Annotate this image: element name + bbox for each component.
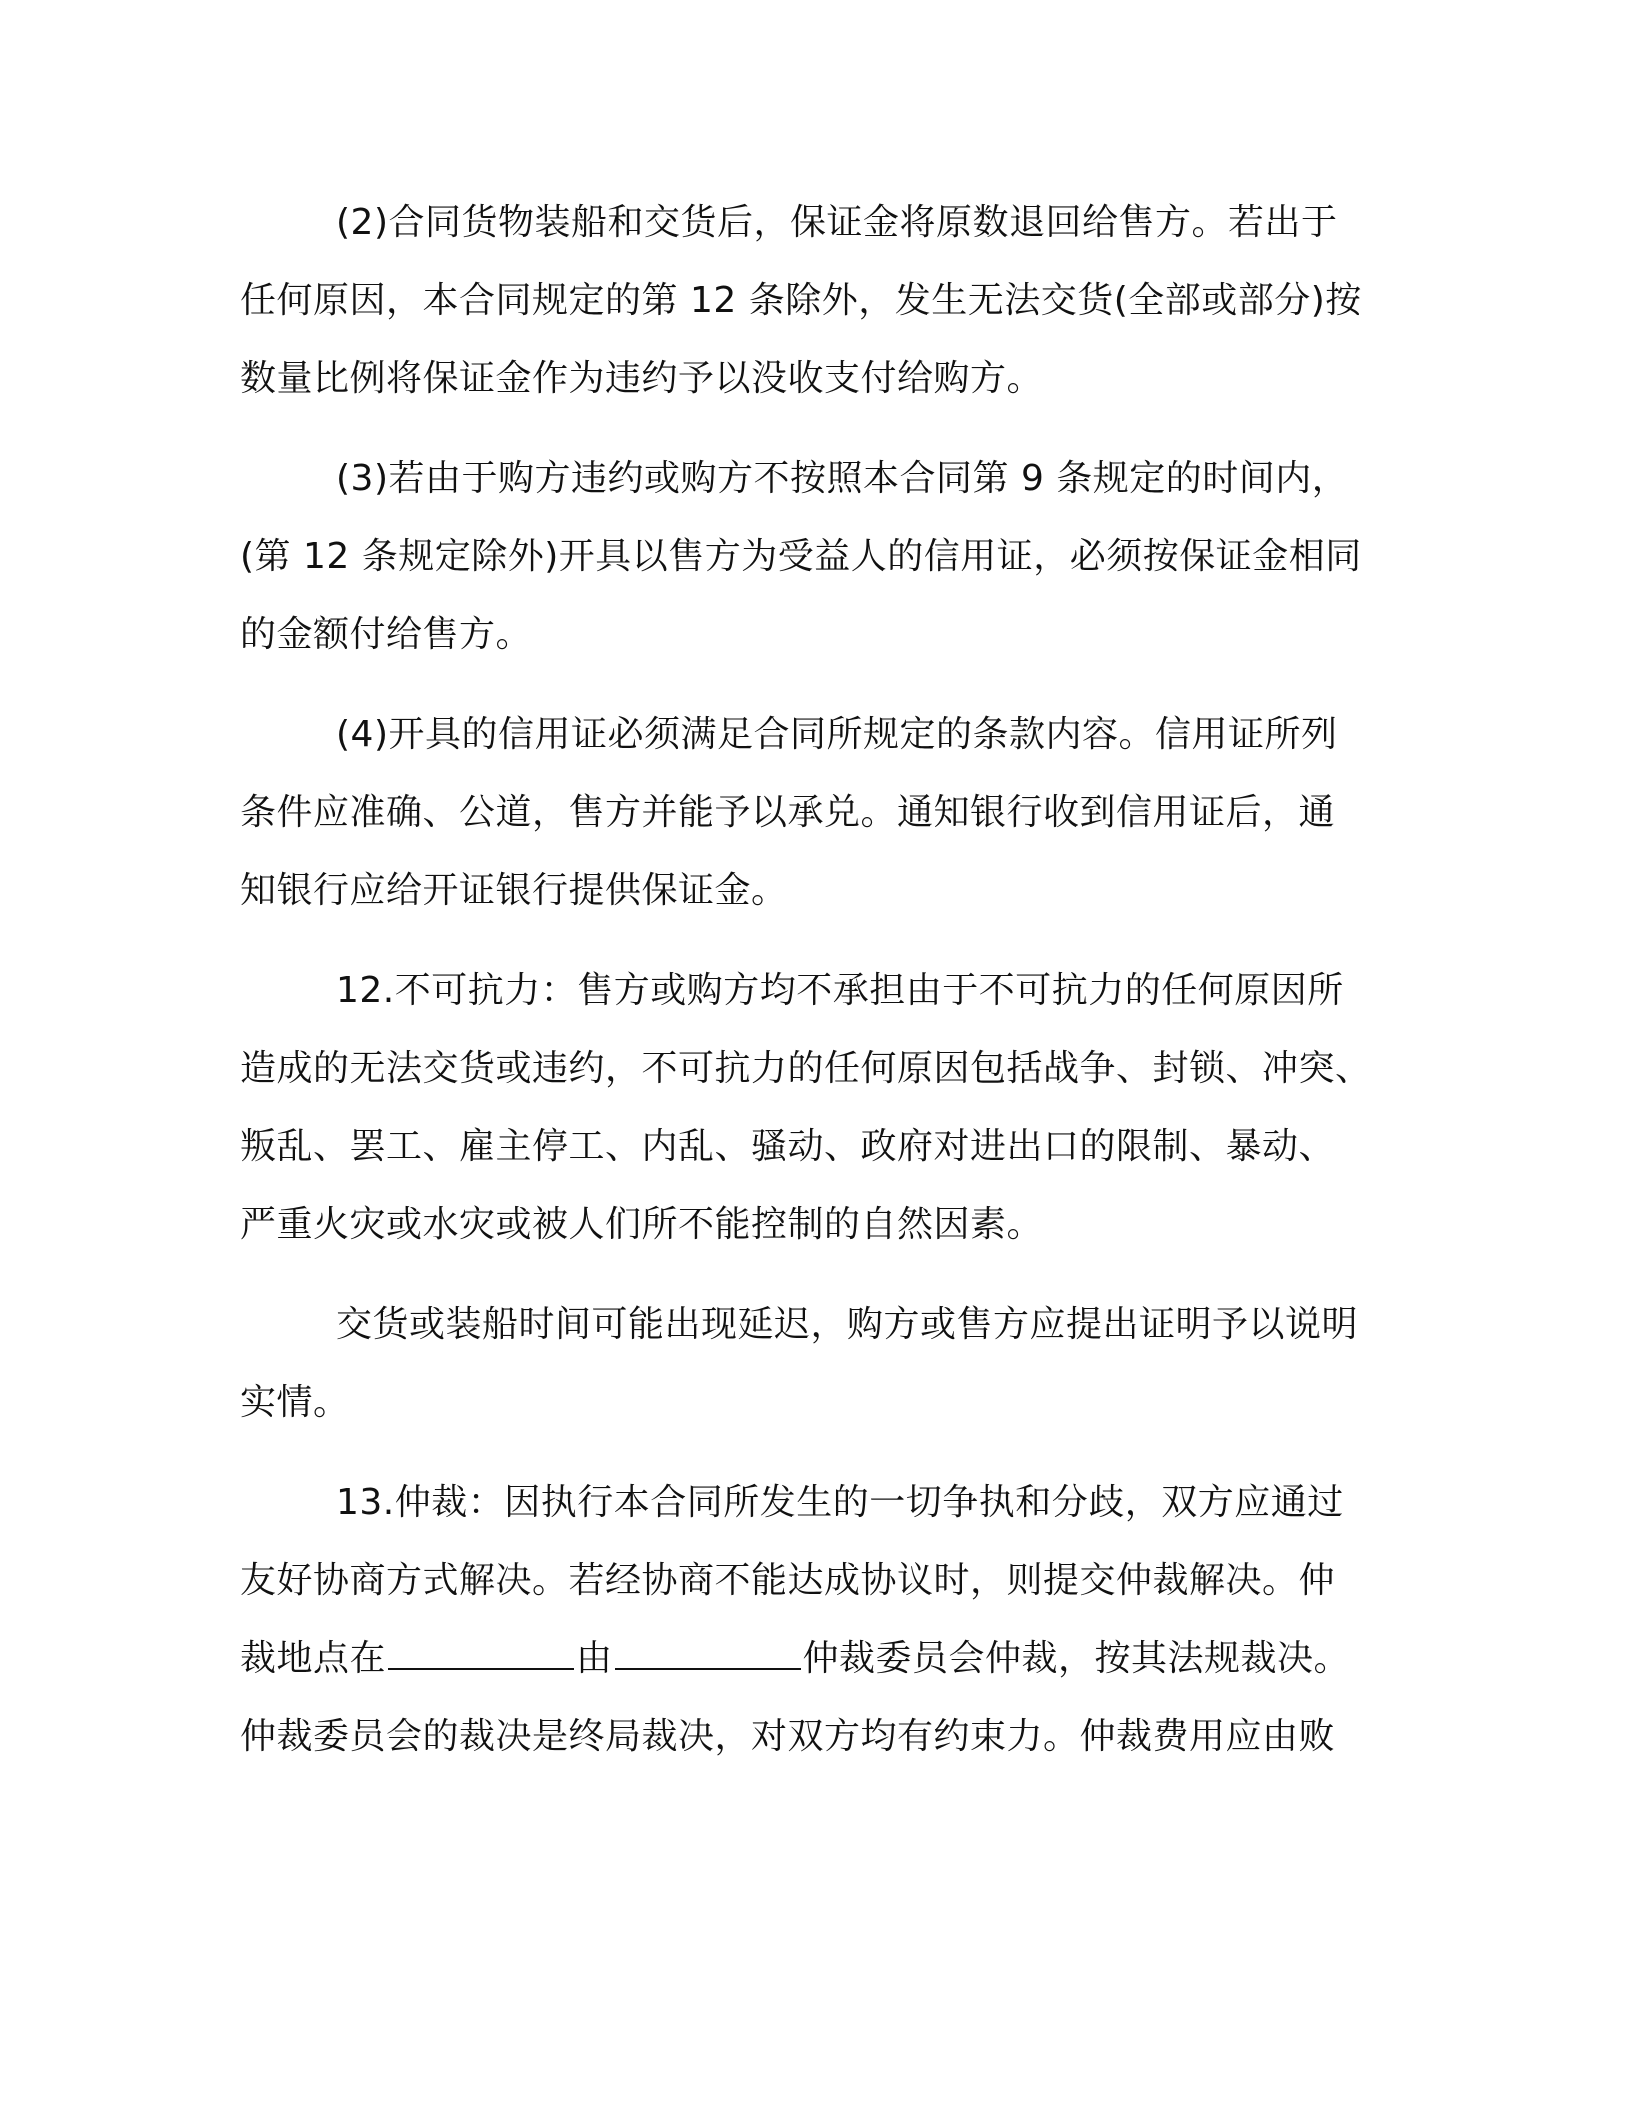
text-line: 严重火灾或水灾或被人们所不能控制的自然因素。 — [240, 1204, 1044, 1245]
text-line: 12.不可抗力：售方或购方均不承担由于不可抗力的任何原因所 — [336, 970, 1344, 1011]
paragraph-delivery-delay — [240, 1286, 1380, 1442]
text-segment: 由 — [576, 1638, 613, 1679]
paragraph-clause-12-force-majeure — [240, 952, 1380, 1264]
text-line: 实情。 — [240, 1382, 350, 1423]
text-line: 造成的无法交货或违约，不可抗力的任何原因包括战争、封锁、冲突、 — [240, 1048, 1372, 1089]
text-line: (3)若由于购方违约或购方不按照本合同第 9 条规定的时间内， — [336, 458, 1349, 499]
text-line: 叛乱、罢工、雇主停工、内乱、骚动、政府对进出口的限制、暴动、 — [240, 1126, 1336, 1167]
arbitration-place-blank — [388, 1634, 574, 1670]
text-line: 条件应准确、公道，售方并能予以承兑。通知银行收到信用证后，通 — [240, 792, 1336, 833]
text-line: (4)开具的信用证必须满足合同所规定的条款内容。信用证所列 — [336, 714, 1338, 755]
text-segment: 裁地点在 — [240, 1638, 387, 1679]
text-line: 仲裁委员会的裁决是终局裁决，对双方均有约束力。仲裁费用应由败 — [240, 1716, 1336, 1757]
text-line: (第 12 条规定除外)开具以售方为受益人的信用证，必须按保证金相同 — [240, 536, 1362, 577]
text-line: 13.仲裁：因执行本合同所发生的一切争执和分歧，双方应通过 — [336, 1482, 1344, 1523]
text-line-with-blanks — [240, 1620, 1380, 1698]
text-line: (2)合同货物装船和交货后，保证金将原数退回给售方。若出于 — [336, 202, 1338, 243]
document-body — [240, 184, 1380, 1798]
text-line: 友好协商方式解决。若经协商不能达成协议时，则提交仲裁解决。仲 — [240, 1560, 1336, 1601]
arbitration-commission-blank — [615, 1634, 801, 1670]
paragraph-clause-13-arbitration — [240, 1464, 1380, 1776]
text-line: 数量比例将保证金作为违约予以没收支付给购方。 — [240, 358, 1044, 399]
text-line: 知银行应给开证银行提供保证金。 — [240, 870, 788, 911]
text-segment: 仲裁委员会仲裁，按其法规裁决。 — [802, 1638, 1351, 1679]
text-line: 任何原因，本合同规定的第 12 条除外，发生无法交货(全部或部分)按 — [240, 280, 1362, 321]
text-line: 交货或装船时间可能出现延迟，购方或售方应提出证明予以说明 — [336, 1304, 1359, 1345]
paragraph-clause-11-2 — [240, 184, 1380, 418]
paragraph-clause-11-4 — [240, 696, 1380, 930]
text-line: 的金额付给售方。 — [240, 614, 533, 655]
paragraph-clause-11-3 — [240, 440, 1380, 674]
